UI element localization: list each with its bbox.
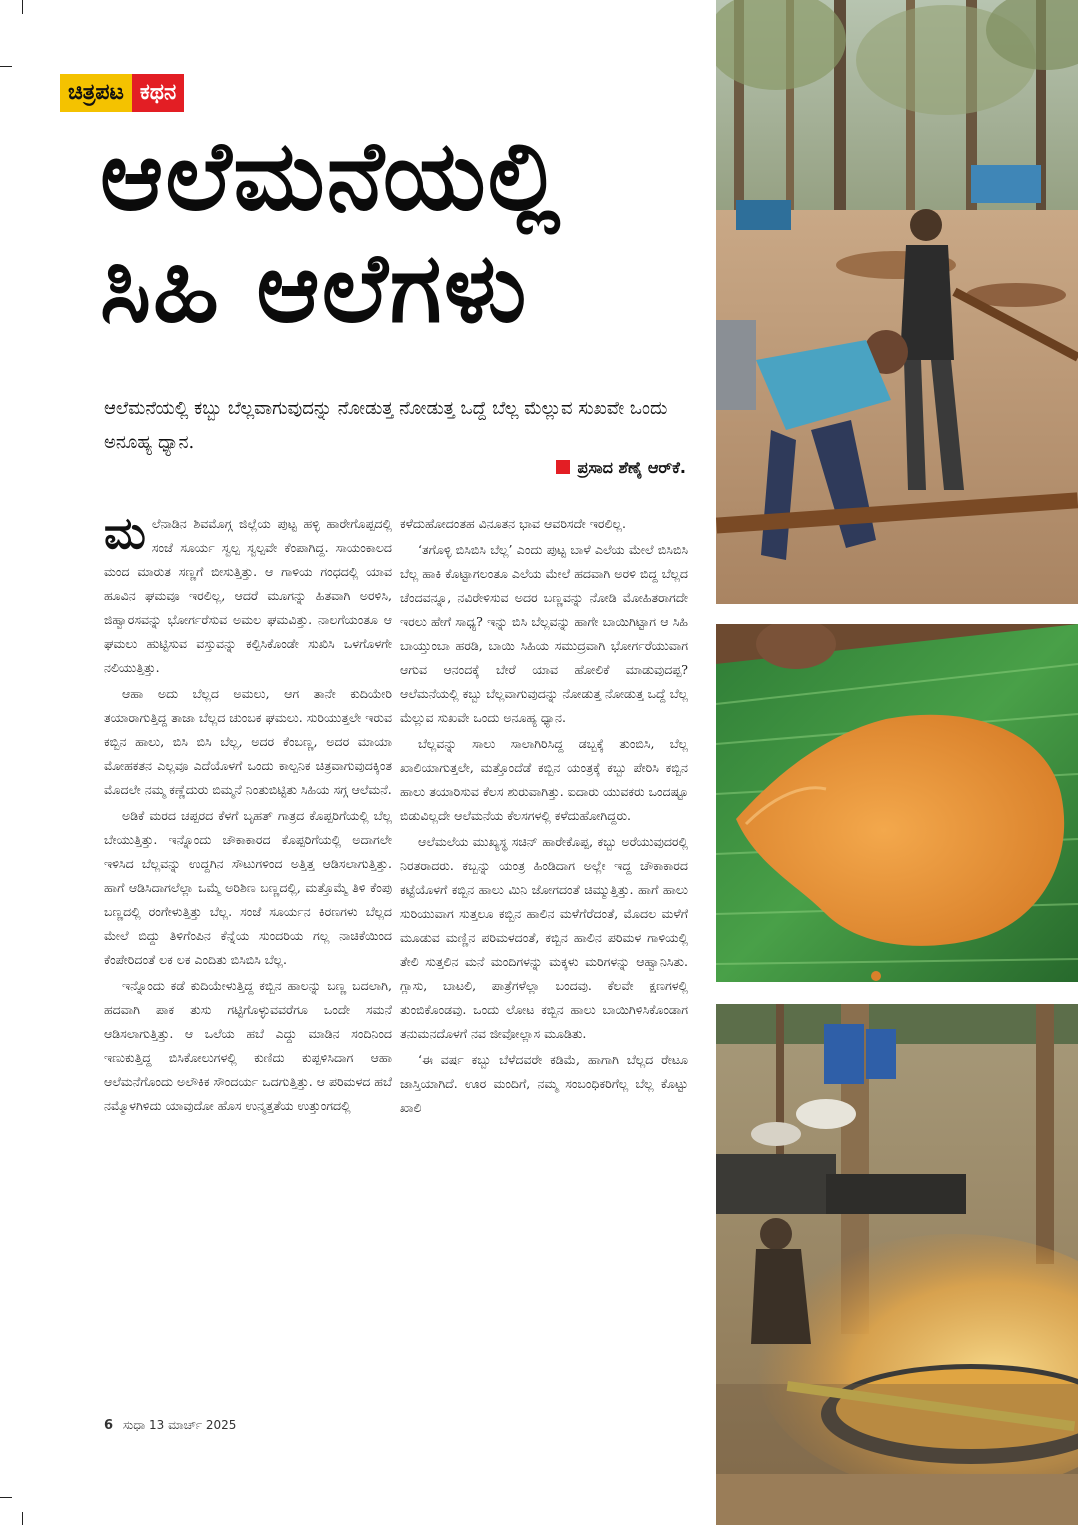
article-paragraph: ಆಲೆಮಲೆಯ ಮುಖ್ಯಸ್ಥ ಸಚಿನ್ ಹಾರೇಕೊಪ್ಪ, ಕಬ್ಬು ಅರೆಯುವುದರಲ್ಲಿ ನಿರತರಾದರು. ಕಬ್ಬನ್ನು ಯಂತ್ರ ಹಿಂಡಿದಾಗ ಅಲ್ಲೇ ಇದ್ದ ಚೌಕಾಕಾರದ ಕಟ್ಟೆಯೊಳಗೆ ಕಬ್ಬಿನ ಹಾಲು ಮಿನಿ ಜೋಗದಂತೆ ಚಿಮ್ಮುತ್ತಿತ್ತು. ಹಾಗೆ ಹಾಲು ಸುರಿಯುವಾಗ ಸುತ್ತಲೂ ಕಬ್ಬಿನ ಹಾಲಿನ ಮಳೆಗೆರೆದಂತೆ, ಮೊದಲ ಮಳೆಗೆ ಮೂಡುವ ಮಣ್ಣಿನ ಪರಿಮಳದಂತೆ, ಕಬ್ಬಿನ ಹಾಲಿನ ಪರಿಮಳ ಗಾಳಿಯಲ್ಲಿ ತೇಲಿ ಸುತ್ತಲಿನ ಮನೆ ಮಂದಿಗಳನ್ನು ಮಕ್ಕಳು ಮರಿಗಳನ್ನು ಆಹ್ವಾನಿಸಿತು. ಗ್ಲಾಸು, ಬಾಟಲಿ, ಪಾತ್ರೆಗಳೆಲ್ಲಾ ಬಂದವು. ಕೆಲವೇ ಕ್ಷಣಗಳಲ್ಲಿ ತುಂಬಿಕೊಂಡವು. ಒಂದು ಲೋಟ ಕಬ್ಬಿನ ಹಾಲು ಬಾಯಿಗಿಳಿಸಿಕೊಂಡಾಗ ತನುಮನದೊಳಗೆ ನವ ಜೀವೋಲ್ಲಾಸ ಮೂಡಿತು. [400,834,688,1041]
crop-mark [0,1497,12,1498]
article-paragraph: ಕಳೆದುಹೋದಂತಹ ವಿನೂತನ ಭಾವ ಆವರಿಸದೇ ಇರಲಿಲ್ಲ. [400,516,626,531]
byline [556,458,686,478]
photo-boiling-pan [716,1004,1078,1525]
byline-marker-icon [556,460,570,474]
crop-mark [22,1512,23,1525]
headline-line-2: ಸಿಹಿ ಆಲೆಗಳು [100,232,529,344]
article-paragraph: ‘ಈ ವರ್ಷ ಕಬ್ಬು ಬೆಳೆದವರೇ ಕಡಿಮೆ, ಹಾಗಾಗಿ ಬೆಲ್ಲದ ರೇಟೂ ಜಾಸ್ತಿಯಾಗಿದೆ. ಊರ ಮಂದಿಗೆ, ನಮ್ಮ ಸಂಬಂಧಿಕರಿಗೆಲ್ಲ ಬೆಲ್ಲ ಕೊಟ್ಟು ಖಾಲಿ [400,1052,688,1115]
article-column-1 [104,512,392,1392]
headline-line-1: ಆಲೆಮನೆಯಲ್ಲಿ [100,120,563,232]
article-paragraph: ಇನ್ನೊಂದು ಕಡೆ ಕುದಿಯೇಳುತ್ತಿದ್ದ ಕಬ್ಬಿನ ಹಾಲನ್ನು ಬಣ್ಣ ಬದಲಾಗಿ, ಹದವಾಗಿ ಪಾಕ ತುಸು ಗಟ್ಟಿಗೊಳ್ಳುವವರೆಗೂ ಒಂದೇ ಸಮನೆ ಆಡಿಸಲಾಗುತ್ತಿತ್ತು. ಆ ಒಲೆಯ ಹಬೆ ಎದ್ದು ಮಾಡಿನ ಸಂದಿನಿಂದ ಇಣುಕುತ್ತಿದ್ದ ಬಿಸಿಕೋಲುಗಳಲ್ಲಿ ಕುಣಿದು ಕುಪ್ಪಳಿಸಿದಾಗ ಆಹಾ ಆಲೆಮನೆಗೊಂದು ಅಲೌಕಿಕ ಸೌಂದರ್ಯ ಒದಗುತ್ತಿತ್ತು. ಆ ಪರಿಮಳದ ಹಬೆ ನಮ್ಮೊಳಗಿಳಿದು ಯಾವುದೋ ಹೊಸ ಉನ್ಮತ್ತತೆಯ ಉತ್ತುಂಗದಲ್ಲಿ [104,978,392,1113]
crop-mark [0,66,12,67]
article-paragraph: ‘ತಗೊಳ್ಳಿ ಬಿಸಿಬಿಸಿ ಬೆಲ್ಲ’ ಎಂದು ಪುಟ್ಟ ಬಾಳೆ ಎಲೆಯ ಮೇಲೆ ಬಿಸಿಬಿಸಿ ಬೆಲ್ಲ ಹಾಕಿ ಕೊಟ್ಟಾಗಲಂತೂ ಎಲೆಯ ಮೇಲೆ ಹದವಾಗಿ ಅರಳಿ ಬಿದ್ದ ಬೆಲ್ಲದ ಚೆಂದವನ್ನೂ, ನವಿರೇಳಿಸುವ ಅದರ ಬಣ್ಣವನ್ನು ನೋಡಿ ಮೋಹಿತರಾಗದೇ ಇರಲು ಹೇಗೆ ಸಾಧ್ಯ? ಇನ್ನು ಬಿಸಿ ಬೆಲ್ಲವನ್ನು ಹಾಗೇ ಬಾಯಿಗಿಟ್ಟಾಗ ಆ ಸಿಹಿ ಬಾಯ್ತುಂಬಾ ಹರಡಿ, ಬಾಯಿ ಸಿಹಿಯ ಸಮುದ್ರವಾಗಿ ಭೋರ್ಗರೆಯುವಾಗ ಆಗುವ ಆನಂದಕ್ಕೆ ಬೇರೆ ಯಾವ ಹೋಲಿಕೆ ಮಾಡುವುದಪ್ಪ? ಆಲೆಮನೆಯಲ್ಲಿ ಕಬ್ಬು ಬೆಲ್ಲವಾಗುವುದನ್ನು ನೋಡುತ್ತ ನೋಡುತ್ತ ಒದ್ದೆ ಬೆಲ್ಲ ಮೆಲ್ಲುವ ಸುಖವೇ ಒಂದು ಅನೂಹ್ಯ ಧ್ಯಾನ. [400,542,688,725]
crop-mark [22,0,23,14]
page-number: 6 [104,1418,114,1433]
article-column-2 [400,512,688,1392]
page-footer [104,1418,236,1433]
drop-cap: ಮ [104,512,146,559]
publication-date: ಸುಧಾ 13 ಮಾರ್ಚ್ 2025 [123,1418,237,1432]
headline [100,120,700,344]
byline-author: ಪ್ರಸಾದ ಶೆಣೈ ಆರ್‌ಕೆ. [577,458,686,477]
standfirst: ಆಲೆಮನೆಯಲ್ಲಿ ಕಬ್ಬು ಬೆಲ್ಲವಾಗುವುದನ್ನು ನೋಡುತ್ತ ನೋಡುತ್ತ ಒದ್ದೆ ಬೆಲ್ಲ ಮೆಲ್ಲುವ ಸುಖವೇ ಒಂದು ಅನೂಹ್ಯ ಧ್ಯಾನ. [104,398,668,453]
photo-workers-outdoors [716,0,1078,604]
section-kicker [60,74,184,112]
article-paragraph: ಅಡಿಕೆ ಮರದ ಚಪ್ಪರದ ಕೆಳಗೆ ಬೃಹತ್ ಗಾತ್ರದ ಕೊಪ್ಪರಿಗೆಯಲ್ಲಿ ಬೆಲ್ಲ ಬೇಯುತ್ತಿತ್ತು. ಇನ್ನೊಂದು ಚೌಕಾಕಾರದ ಕೊಪ್ಪರಿಗೆಯಲ್ಲಿ ಅದಾಗಲೇ ಇಳಿಸಿದ ಬೆಲ್ಲವನ್ನು ಉದ್ದಗಿನ ಸೌಟುಗಳಿಂದ ಅತ್ತಿತ್ತ ಆಡಿಸಲಾಗುತ್ತಿತ್ತು. ಹಾಗೆ ಆಡಿಸಿದಾಗಲೆಲ್ಲಾ ಒಮ್ಮೆ ಅರಿಶಿಣ ಬಣ್ಣದಲ್ಲಿ, ಮತ್ತೊಮ್ಮೆ ತಿಳಿ ಕೆಂಪು ಬಣ್ಣದಲ್ಲಿ ರಂಗೇಳುತ್ತಿತ್ತು ಬೆಲ್ಲ. ಸಂಜೆ ಸೂರ್ಯನ ಕಿರಣಗಳು ಬೆಲ್ಲದ ಮೇಲೆ ಬಿದ್ದು ತಿಳಿಗೆಂಪಿನ ಕೆನ್ನೆಯ ಸುಂದರಿಯ ಗಲ್ಲ ನಾಚಿಕೆಯಿಂದ ಕೆಂಪೇರಿದಂತೆ ಲಕ ಲಕ ಎಂದಿತು ಬಿಸಿಬಿಸಿ ಬೆಲ್ಲ. [104,808,392,967]
photo-jaggery-on-leaf [716,624,1078,982]
kicker-label-secondary: ಕಥನ [132,74,184,112]
article-paragraph: ಆಹಾ ಅದು ಬೆಲ್ಲದ ಅಮಲು, ಆಗ ತಾನೇ ಕುದಿಯೇರಿ ತಯಾರಾಗುತ್ತಿದ್ದ ತಾಜಾ ಬೆಲ್ಲದ ಚುಂಬಕ ಘಮಲು. ಸುರಿಯುತ್ತಲೇ ಇರುವ ಕಬ್ಬಿನ ಹಾಲು, ಬಿಸಿ ಬಿಸಿ ಬೆಲ್ಲ, ಅದರ ಕೆಂಬಣ್ಣ, ಅದರ ಮಾಯಾ ಮೋಹಕತನ ಎಲ್ಲವೂ ಎದೆಯೊಳಗೆ ಒಂದು ಕಾಲ್ಪನಿಕ ಚಿತ್ರವಾಗುವುದಕ್ಕಿಂತ ಮೊದಲೇ ನಮ್ಮ ಕಣ್ಣೆದುರು ಬಿಮ್ಮನೆ ನಿಂತುಬಿಟ್ಟಿತು ಸಿಹಿಯ ಸಗ್ಗ ಆಲೆಮನೆ. [104,686,392,797]
kicker-label-primary: ಚಿತ್ರಪಟ [60,74,132,112]
article-paragraph: ಮಲೆನಾಡಿನ ಶಿವಮೊಗ್ಗ ಜಿಲ್ಲೆಯ ಪುಟ್ಟ ಹಳ್ಳಿ ಹಾರೇಗೊಪ್ಪದಲ್ಲಿ ಸಂಜೆ ಸೂರ್ಯ ಸ್ವಲ್ಪ ಸ್ವಲ್ಪವೇ ಕೆಂಪಾಗಿದ್ದ. ಸಾಯಂಕಾಲದ ಮಂದ ಮಾರುತ ಸಣ್ಣಗೆ ಬೀಸುತ್ತಿತ್ತು. ಆ ಗಾಳಿಯ ಗಂಧದಲ್ಲಿ ಯಾವ ಹೂವಿನ ಘಮವೂ ಇರಲಿಲ್ಲ, ಆದರೆ ಮೂಗನ್ನು ಹಿತವಾಗಿ ಅರಳಿಸಿ, ಜಿಹ್ವಾರಸವನ್ನು ಭೋರ್ಗರೆಸುವ ಅಮಲ ಘಮವಿತ್ತು. ನಾಲಗೆಯಂತೂ ಆ ಘಮಲು ಹುಟ್ಟಿಸುವ ವಸ್ತುವನ್ನು ಕಲ್ಪಿಸಿಕೊಂಡೇ ಸುಖಿಸಿ ಒಳಗೊಳಗೇ ನಲಿಯುತ್ತಿತ್ತು. [104,512,392,675]
article-paragraph: ಬೆಲ್ಲವನ್ನು ಸಾಲು ಸಾಲಾಗಿರಿಸಿದ್ದ ಡಬ್ಬಕ್ಕೆ ತುಂಬಿಸಿ, ಬೆಲ್ಲ ಖಾಲಿಯಾಗುತ್ತಲೇ, ಮತ್ತೊಂದೆಡೆ ಕಬ್ಬಿನ ಯಂತ್ರಕ್ಕೆ ಕಬ್ಬು ಪೇರಿಸಿ ಕಬ್ಬಿನ ಹಾಲು ತಯಾರಿಸುವ ಕೆಲಸ ಶುರುವಾಗಿತ್ತು. ಐದಾರು ಯುವಕರು ಒಂದಷ್ಟೂ ಬಿಡುವಿಲ್ಲದೇ ಆಲೆಮನೆಯ ಕೆಲಸಗಳಲ್ಲಿ ಕಳೆದುಹೋಗಿದ್ದರು. [400,736,688,823]
